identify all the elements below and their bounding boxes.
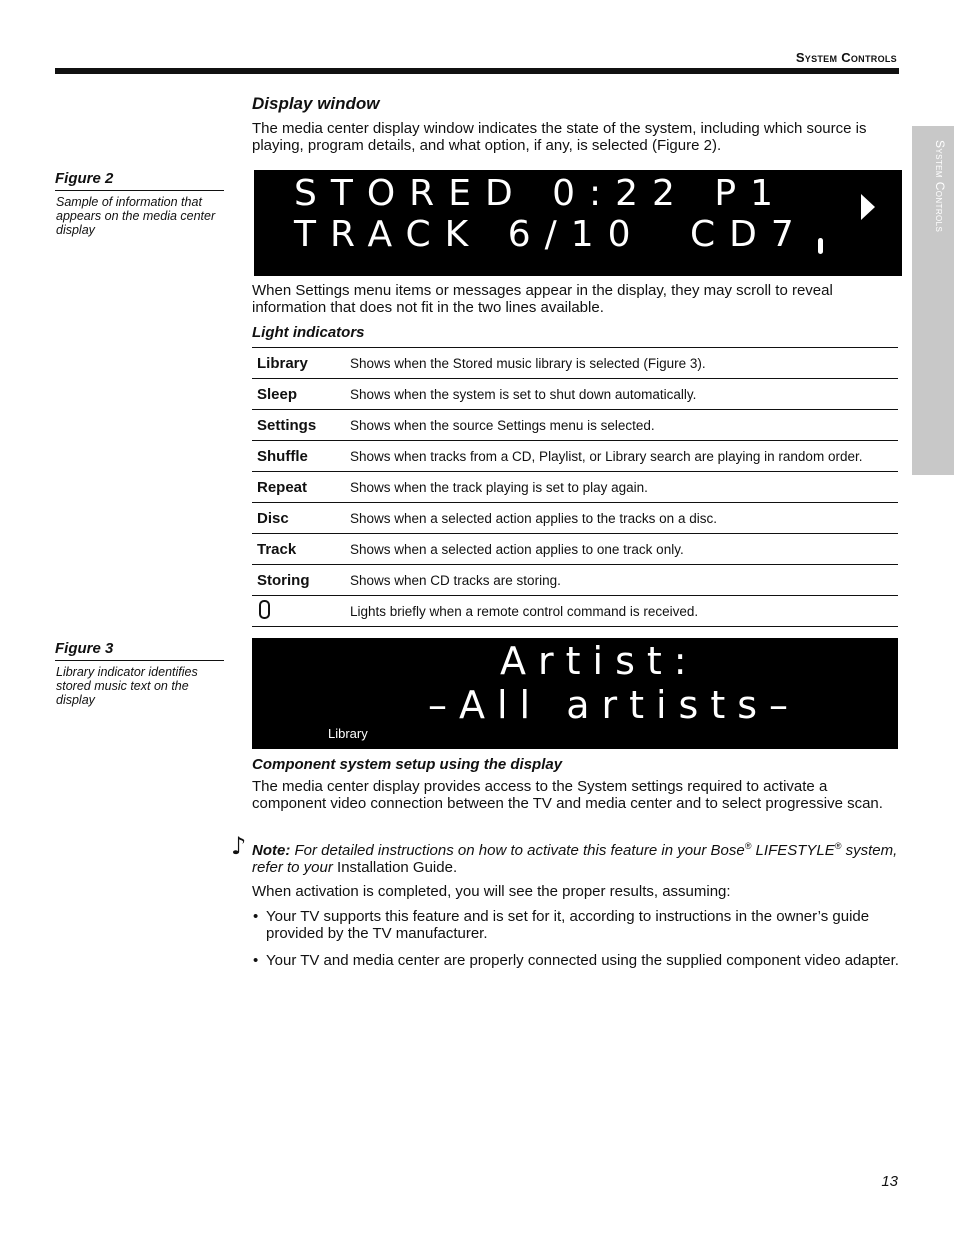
indicator-desc: Shows when tracks from a CD, Playlist, or Library search are playing in random order. [350, 441, 898, 472]
side-tab-label: System Controls [933, 140, 947, 233]
table-row [252, 379, 898, 410]
table-row [252, 596, 898, 627]
indicator-desc: Shows when a selected action applies to one track only. [350, 534, 898, 565]
table-row [252, 472, 898, 503]
figure-2-caption: Sample of information that appears on the media center display [56, 195, 216, 237]
list-item: • Your TV and media center are properly connected using the supplied component video adapter. [252, 952, 900, 969]
light-indicators-table [252, 347, 898, 627]
indicator-name: Storing [252, 565, 350, 596]
table-row [252, 410, 898, 441]
figure-2-display [254, 170, 902, 276]
indicator-desc: Shows when a selected action applies to the tracks on a disc. [350, 503, 898, 534]
assumptions-list [252, 908, 900, 979]
light-indicators-title: Light indicators [252, 324, 365, 341]
table-row [252, 534, 898, 565]
display-artist-line: Artist: [500, 639, 699, 683]
page-number: 13 [881, 1173, 898, 1190]
library-indicator: Library [328, 726, 368, 741]
note-text-3: system, refer to your [252, 842, 898, 876]
remote-indicator-icon [818, 238, 823, 254]
indicator-name [252, 596, 350, 627]
indicator-desc: Shows when CD tracks are storing. [350, 565, 898, 596]
note-paragraph [252, 838, 900, 876]
component-setup-title: Component system setup using the display [252, 756, 563, 773]
indicator-name: Repeat [252, 472, 350, 503]
display-line-1: STORED 0:22 P1 [294, 173, 787, 214]
play-icon [861, 194, 875, 220]
indicator-name: Sleep [252, 379, 350, 410]
scroll-paragraph: When Settings menu items or messages appear in the display, they may scroll to reveal information that does not fit in the two lines available. [252, 282, 833, 316]
indicator-name: Library [252, 348, 350, 379]
note-text-1: For detailed instructions on how to activate this feature in your Bose [294, 842, 745, 859]
indicator-desc: Shows when the system is set to shut down automatically. [350, 379, 898, 410]
figure-3-label: Figure 3 [55, 640, 224, 661]
music-note-icon: ♪ [231, 832, 247, 860]
section-side-tab [912, 126, 954, 475]
activation-paragraph: When activation is completed, you will see the proper results, assuming: [252, 883, 731, 900]
table-row [252, 348, 898, 379]
section-title: Display window [252, 94, 380, 113]
registered-mark: ® [744, 841, 752, 851]
indicator-name: Disc [252, 503, 350, 534]
indicator-desc: Shows when the source Settings menu is selected. [350, 410, 898, 441]
component-setup-paragraph: The media center display provides access to the System settings required to activate a component video connection between the TV and media center and to select progressive scan. [252, 778, 883, 812]
note-label: Note: [252, 842, 291, 859]
installation-guide-ref: Installation Guide. [337, 859, 458, 876]
figure-3-display [252, 638, 898, 749]
indicator-desc: Shows when the Stored music library is selected (Figure 3). [350, 348, 898, 379]
list-item: • Your TV supports this feature and is set for it, according to instructions in the owner’s guide provided by the TV manufacturer. [252, 908, 900, 942]
display-line-2-right: CD7 [690, 214, 808, 255]
registered-mark: ® [834, 841, 842, 851]
display-line-2-left: TRACK 6/10 [294, 214, 645, 255]
display-all-artists-line: –All artists– [428, 683, 801, 727]
remote-indicator-icon [259, 600, 270, 619]
figure-3-caption: Library indicator identifies stored music text on the display [56, 665, 198, 707]
indicator-name: Shuffle [252, 441, 350, 472]
figure-2-label: Figure 2 [55, 170, 224, 191]
indicator-desc: Shows when the track playing is set to play again. [350, 472, 898, 503]
indicator-desc: Lights briefly when a remote control command is received. [350, 596, 898, 627]
running-header: System Controls [795, 50, 897, 65]
table-row [252, 503, 898, 534]
intro-paragraph: The media center display window indicates the state of the system, including which source is playing, program details, and what option, if any, is selected (Figure 2). [252, 120, 867, 154]
indicator-name: Settings [252, 410, 350, 441]
header-rule [55, 68, 899, 74]
table-row [252, 441, 898, 472]
indicator-name: Track [252, 534, 350, 565]
table-row [252, 565, 898, 596]
note-text-2: LIFESTYLE [751, 842, 835, 859]
